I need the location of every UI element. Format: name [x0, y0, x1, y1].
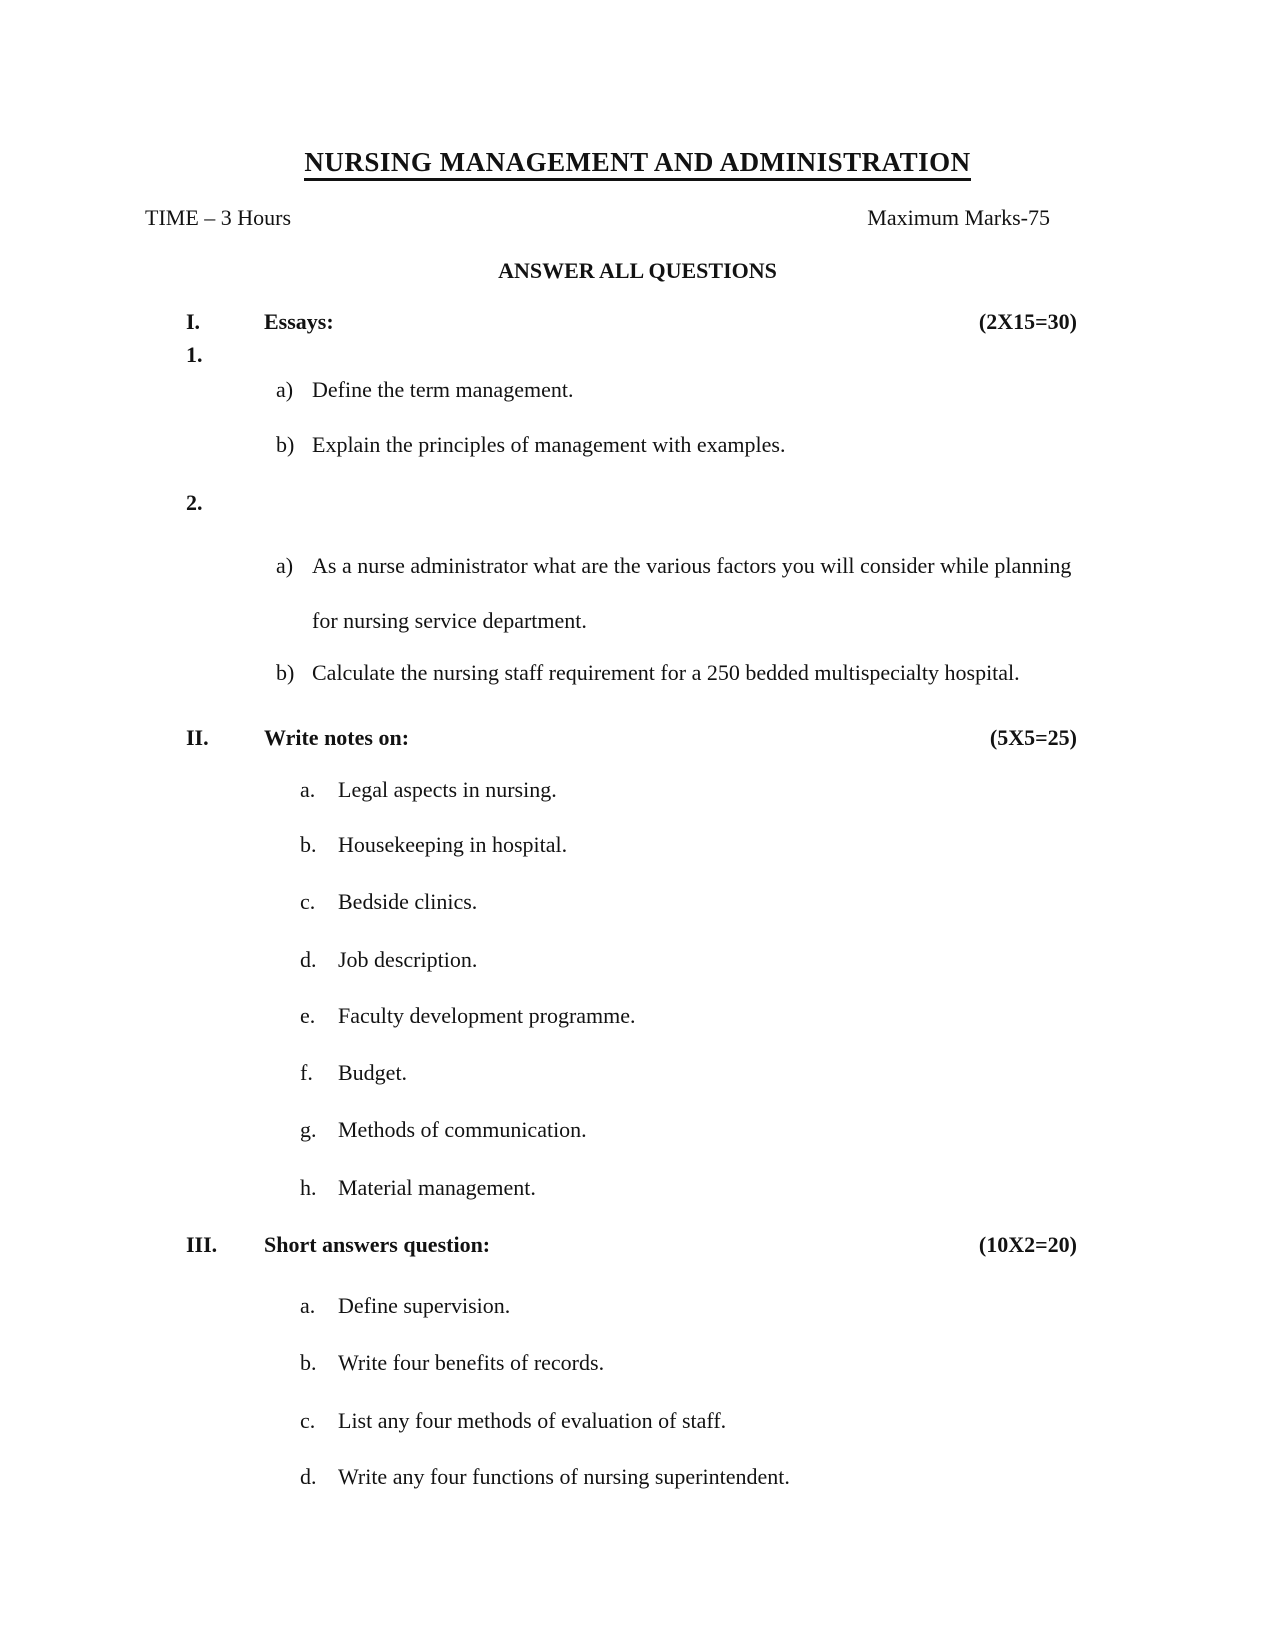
- question-number: 2.: [186, 490, 203, 515]
- list-item-label: e.: [300, 1003, 316, 1028]
- list-item-text: Write any four functions of nursing superintendent.: [338, 1464, 790, 1489]
- list-item-label: c.: [300, 1408, 316, 1433]
- section-3-marks: (10X2=20): [978, 1232, 1077, 1257]
- list-item-text: List any four methods of evaluation of staff.: [338, 1408, 727, 1433]
- part-text: Calculate the nursing staff requirement for a 250 bedded multispecialty hospital.: [312, 660, 1020, 685]
- list-item-text: Legal aspects in nursing.: [338, 777, 557, 802]
- document-title: NURSING MANAGEMENT AND ADMINISTRATION: [304, 147, 970, 181]
- section-3-heading: Short answers question:: [264, 1232, 491, 1257]
- list-item-label: h.: [300, 1175, 317, 1200]
- section-2-numeral: II.: [186, 725, 209, 750]
- part-label: a): [276, 553, 294, 578]
- list-item-text: Job description.: [338, 947, 478, 972]
- section-1-numeral: I.: [186, 309, 201, 334]
- list-item-text: Define supervision.: [338, 1293, 511, 1318]
- list-item-label: f.: [300, 1060, 313, 1085]
- list-item-text: Housekeeping in hospital.: [338, 832, 568, 857]
- part-label: b): [276, 432, 295, 457]
- part-text: Define the term management.: [312, 377, 574, 402]
- list-item-text: Bedside clinics.: [338, 889, 478, 914]
- part-label: a): [276, 377, 294, 402]
- section-2-marks: (5X5=25): [989, 725, 1077, 750]
- time-label: TIME – 3 Hours: [145, 205, 292, 230]
- question-number: 1.: [186, 342, 203, 367]
- list-item-label: g.: [300, 1117, 317, 1142]
- section-3-numeral: III.: [186, 1232, 218, 1257]
- section-2-heading: Write notes on:: [264, 725, 410, 750]
- section-1-marks: (2X15=30): [978, 309, 1077, 334]
- part-label: b): [276, 660, 295, 685]
- list-item-text: Budget.: [338, 1060, 408, 1085]
- list-item-label: c.: [300, 889, 316, 914]
- title-row: [0, 135, 1275, 191]
- list-item-text: Write four benefits of records.: [338, 1350, 605, 1375]
- list-item-text: Faculty development programme.: [338, 1003, 636, 1028]
- instruction-heading: ANSWER ALL QUESTIONS: [498, 258, 777, 283]
- list-item-label: a.: [300, 1293, 316, 1318]
- list-item-text: Material management.: [338, 1175, 536, 1200]
- list-item-label: a.: [300, 777, 316, 802]
- part-text: Explain the principles of management with examples.: [312, 432, 786, 457]
- section-1-heading: Essays:: [264, 309, 334, 334]
- part-text: As a nurse administrator what are the various factors you will consider while planning for nursing service department.: [312, 553, 1072, 633]
- max-marks-label: Maximum Marks-75: [867, 205, 1050, 230]
- list-item-label: d.: [300, 1464, 317, 1489]
- list-item-label: b.: [300, 832, 317, 857]
- list-item-label: b.: [300, 1350, 317, 1375]
- list-item-text: Methods of communication.: [338, 1117, 587, 1142]
- list-item-label: d.: [300, 947, 317, 972]
